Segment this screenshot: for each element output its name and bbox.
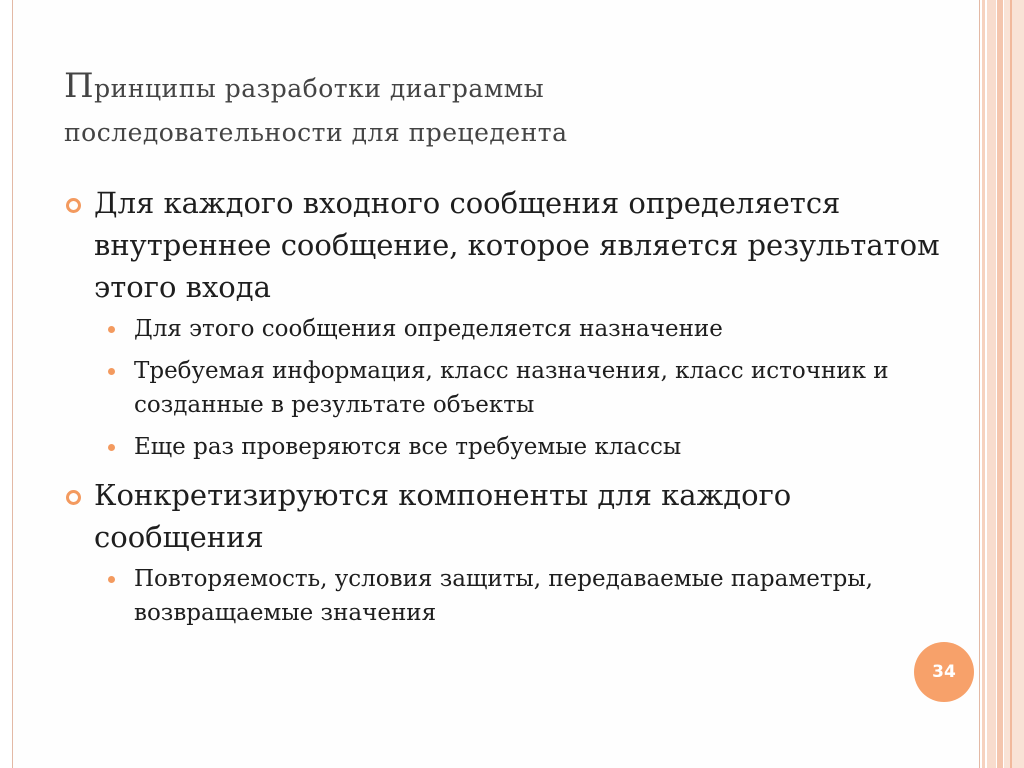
sub-bullet-text: Еще раз проверяются все требуемые классы (134, 434, 682, 460)
sub-bullet-list (94, 562, 944, 630)
sub-bullet-text: Повторяемость, условия защиты, передаваемые параметры, возвращаемые значения (134, 566, 873, 626)
bullet-item (64, 182, 944, 464)
title-line-1: ринципы разработки диаграммы (94, 74, 545, 103)
bullet-text: Для каждого входного сообщения определяется внутреннее сообщение, которое является результатом этого входа (94, 186, 940, 304)
decor-stripe (1004, 0, 1024, 768)
title-initial: П (64, 66, 95, 106)
sub-bullet-item (94, 430, 944, 464)
dot-bullet-icon (108, 326, 115, 333)
sub-bullet-text: Требуемая информация, класс назначения, класс источник и созданные в результате объекты (134, 358, 889, 418)
sub-bullet-item (94, 354, 944, 422)
dot-bullet-icon (108, 444, 115, 451)
sub-bullet-list (94, 312, 944, 464)
page-number-badge: 34 (914, 642, 974, 702)
decor-stripe (1010, 0, 1012, 768)
title-line-2: последовательности для прецедента (64, 118, 568, 147)
dot-bullet-icon (108, 576, 115, 583)
dot-bullet-icon (108, 368, 115, 375)
bullet-text: Конкретизируются компоненты для каждого сообщения (94, 478, 792, 554)
sub-bullet-item (94, 562, 944, 630)
ring-bullet-icon (66, 198, 81, 213)
decor-stripe (987, 0, 996, 768)
bullet-item (64, 474, 944, 630)
sub-bullet-text: Для этого сообщения определяется назначение (134, 316, 723, 342)
sub-bullet-item (94, 312, 944, 346)
ring-bullet-icon (66, 490, 81, 505)
bullet-list (64, 182, 944, 640)
slide-title (64, 64, 944, 155)
decor-stripe (982, 0, 985, 768)
decor-stripe (997, 0, 1003, 768)
